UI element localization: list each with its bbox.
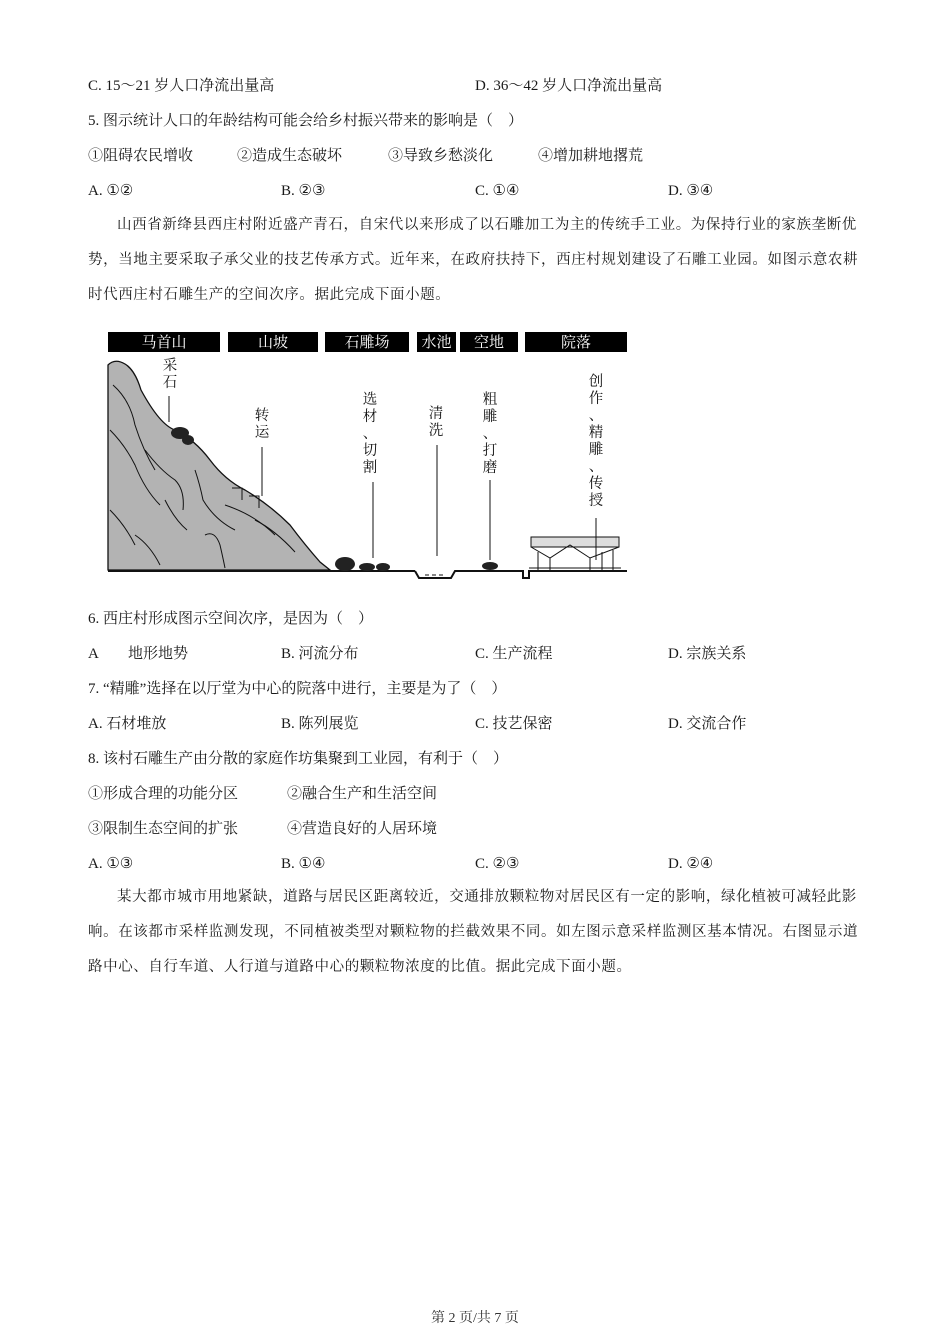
zone-header-courtyard: 院落 [525,332,627,352]
q7-option-c: C. 技艺保密 [475,716,553,732]
q6-option-a: A 地形地势 [88,646,189,662]
char: 、 [588,408,604,424]
zone-header-carving-yard: 石雕场 [325,332,409,352]
q8-item-3: ③限制生态空间的扩张 [88,821,239,837]
char: 精 [588,425,604,441]
q8-option-d: D. ②④ [668,856,714,872]
q7-option-a: A. 石材堆放 [88,716,167,732]
char: 粗 [482,392,498,408]
activity-rough-carve-polish [481,392,499,477]
q5-item-4: ④增加耕地撂荒 [538,148,644,164]
char: 磨 [482,460,498,476]
page-number: 第 2 页/共 7 页 [431,1311,519,1326]
zone-header-slope: 山坡 [228,332,318,352]
q5-option-c: C. ①④ [475,183,520,199]
char: 创 [588,374,604,390]
activity-washing [427,406,445,440]
q7-option-b: B. 陈列展览 [281,716,359,732]
q5-option-a: A. ①② [88,183,134,199]
char: 授 [588,493,604,509]
char: 打 [482,443,498,459]
char: 清 [428,406,444,422]
q8-option-a: A. ①③ [88,856,134,872]
passage-particulate-matter: 某大都市城市用地紧缺，道路与居民区距离较近，交通排放颗粒物对居民区有一定的影响，绿化植被可减轻此影响。在该都市采样监测发现，不同植被类型对颗粒物的拦截效果不同。如左图示意采样监测区基本情况。右图显示道路中心、自行车道、人行道与道路中心的颗粒物浓度的比值。据此完成下面小题。 [88,889,859,975]
activity-quarrying [161,358,179,392]
activity-select-cut [361,392,379,477]
char: 转 [254,408,270,424]
q4-option-c: C. 15～21 岁人口净流出量高 [88,78,275,94]
zone-header-open-ground: 空地 [460,332,518,352]
q7-option-d: D. 交流合作 [668,716,747,732]
char: 采 [162,358,178,374]
char: 洗 [428,423,444,439]
char: 雕 [588,442,604,458]
q6-option-d: D. 宗族关系 [668,646,747,662]
char: 材 [362,409,378,425]
q6-option-b: B. 河流分布 [281,646,359,662]
char: 作 [588,391,604,407]
zone-header-pool: 水池 [417,332,456,352]
char: 切 [362,443,378,459]
q8-option-c: C. ②③ [475,856,520,872]
q8-item-4: ④营造良好的人居环境 [287,821,438,837]
zone-header-mashou-mountain: 马首山 [108,332,220,352]
char: 传 [588,476,604,492]
activity-transport [253,408,271,442]
char: 运 [254,425,270,441]
q5-option-b: B. ②③ [281,183,326,199]
passage-stone-carving: 山西省新绛县西庄村附近盛产青石，自宋代以来形成了以石雕加工为主的传统手工业。为保持行业的家族垄断优势，当地主要采取子承父业的技艺传承方式。近年来，在政府扶持下，西庄村规划建设了石雕工业园。如图示意农耕时代西庄村石雕生产的空间次序。据此完成下面小题。 [88,217,859,303]
char: 石 [162,375,178,391]
q5-item-2: ②造成生态破坏 [237,148,343,164]
q6-stem: 6. 西庄村形成图示空间次序，是因为（ ） [88,611,374,627]
q7-stem: 7. “精雕”选择在以厅堂为中心的院落中进行，主要是为了（ ） [88,681,507,697]
char: 、 [362,426,378,442]
q5-item-1: ①阻碍农民增收 [88,148,194,164]
q5-item-3: ③导致乡愁淡化 [388,148,494,164]
q4-option-d: D. 36～42 岁人口净流出量高 [475,78,663,94]
char: 选 [362,392,378,408]
char: 、 [588,459,604,475]
char: 雕 [482,409,498,425]
q5-option-d: D. ③④ [668,183,714,199]
char: 、 [482,426,498,442]
char: 割 [362,460,378,476]
q8-item-2: ②融合生产和生活空间 [287,786,438,802]
stone-carving-spatial-diagram [105,330,630,580]
activity-create-fine-carve-teach [587,374,605,510]
q6-option-c: C. 生产流程 [475,646,553,662]
q5-stem: 5. 图示统计人口的年龄结构可能会给乡村振兴带来的影响是（ ） [88,113,524,129]
q8-option-b: B. ①④ [281,856,326,872]
q8-item-1: ①形成合理的功能分区 [88,786,239,802]
q8-stem: 8. 该村石雕生产由分散的家庭作坊集聚到工业园，有利于（ ） [88,751,509,767]
